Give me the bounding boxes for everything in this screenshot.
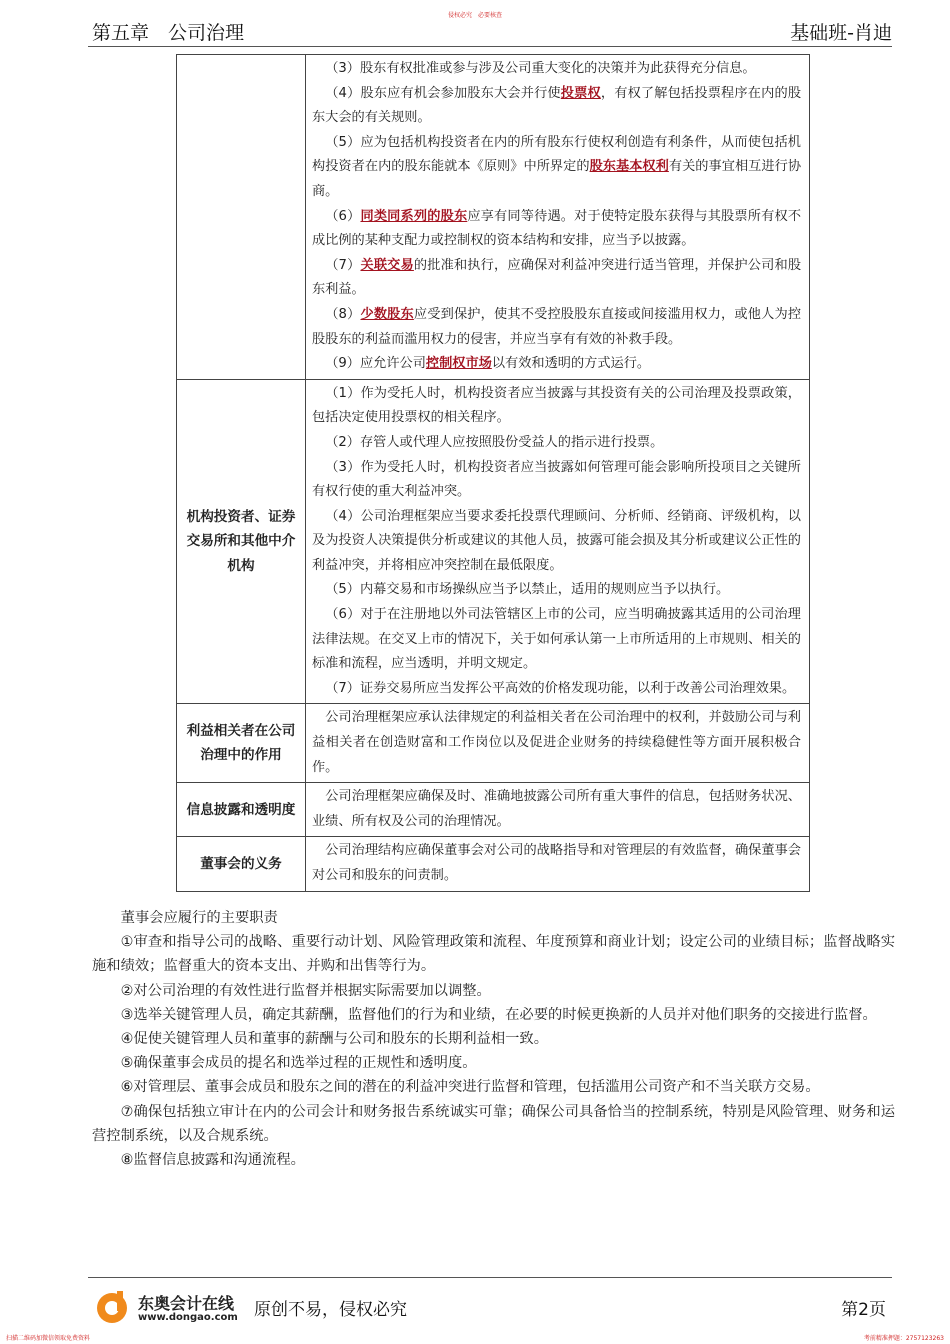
row-label: [177, 55, 306, 380]
key-term: 关联交易: [360, 257, 414, 273]
row-label: 利益相关者在公司治理中的作用: [177, 704, 306, 783]
footer-slogan: 原创不易，侵权必究: [254, 1300, 407, 1320]
text-segment: （4）股东应有机会参加股东大会并行使: [325, 85, 561, 101]
duty-item: ⑥对管理层、董事会成员和股东之间的潜在的利益冲突进行监督和管理，包括滥用公司资产和不当关联方交易。: [120, 1079, 820, 1096]
key-term: 控制权市场: [425, 356, 492, 372]
text-segment: 的批准和执行，应确保对利益冲突进行适当管理，并保护公司和股东利益。: [312, 257, 802, 298]
text-segment: （1）作为受托人时，机构投资者应当披露与其投资有关的公司治理及投票政策，包括决定使用投票权的相关程序。: [312, 385, 801, 426]
row-content: [306, 704, 810, 783]
duty-item: ③选举关键管理人员，确定其薪酬，监督他们的行为和业绩，在必要的时候更换新的人员并对他们职务的交接进行监督。: [120, 1006, 877, 1023]
list-item: [312, 677, 801, 702]
text-segment: 有关的事宜相互进行协商。: [312, 159, 802, 199]
text-segment: 公司治理框架应确保及时、准确地披露公司所有重大事件的信息，包括财务状况、业绩、所有权及公司的治理情况。: [312, 789, 801, 829]
text-segment: 以有效和透明的方式运行。: [491, 356, 651, 372]
duty-item: ⑦确保包括独立审计在内的公司会计和财务报告系统诚实可靠；确保公司具备恰当的控制系统，特别是风险管理、财务和运营控制系统，以及合规系统。: [92, 1103, 895, 1144]
list-item: [312, 431, 801, 456]
table-row: [177, 783, 810, 837]
section-heading: 董事会应履行的主要职责: [120, 910, 278, 926]
text-segment: （6）对于在注册地以外司法管辖区上市的公司，应当明确披露其适用的公司治理法律法规。在交叉上市的情况下，关于如何承认第一上市所适用的上市规则、相关的标准和流程，应当透明，并明文规定。: [312, 607, 801, 672]
key-term: 股东基本权利: [589, 159, 669, 175]
list-item: [312, 57, 801, 82]
footer-divider: [88, 1277, 892, 1278]
duty-item: ⑧监督信息披露和沟通流程。: [120, 1152, 305, 1169]
row-label: 董事会的义务: [177, 837, 306, 891]
board-duties-section: [92, 906, 895, 1172]
duty-item: ①审查和指导公司的战略、重要行动计划、风险管理政策和流程、年度预算和商业计划；设定公司的业绩目标；监督战略实施和绩效；监督重大的资本支出、并购和出售等行为。: [92, 934, 895, 975]
text-segment: （2）存管人或代理人应按照股份受益人的指示进行投票。: [325, 434, 664, 450]
text-segment: 应受到保护，使其不受控股股东直接或间接滥用权力，或他人为控股股东的利益而滥用权力的侵害，并应当享有有效的补救手段。: [312, 306, 802, 347]
table-row: [177, 55, 810, 380]
table-row: [177, 837, 810, 891]
page-number: 第2页: [841, 1300, 886, 1320]
row-content: [306, 379, 810, 704]
list-item: [312, 603, 801, 677]
row-content: [306, 783, 810, 837]
list-item: [312, 578, 801, 603]
text-segment: （9）应允许公司: [325, 356, 426, 372]
chapter-title: 第五章 公司治理: [92, 22, 245, 44]
list-item: [312, 205, 801, 254]
text-segment: （7）证券交易所应当发挥公平高效的价格发现功能，以利于改善公司治理效果。: [325, 680, 796, 696]
text-segment: 应享有同等待遇。对于使特定股东获得与其股票所有权不成比例的某种支配力或控制权的资本结构和安排，应当予以披露。: [312, 208, 802, 249]
key-term: 投票权: [560, 85, 601, 101]
duty-item: ②对公司治理的有效性进行监督并根据实际需要加以调整。: [120, 982, 491, 999]
logo-name: 东奥会计在线: [138, 1294, 235, 1313]
text-segment: 公司治理结构应确保董事会对公司的战略指导和对管理层的有效监督，确保董事会对公司和股东的问责制。: [312, 843, 801, 883]
text-segment: （4）公司治理框架应当要求委托投票代理顾问、分析师、经销商、评级机构，以及为投资人决策提供分析或建议的其他人员，披露可能会损及其分析或建议公正性的利益冲突，并将相应冲突控制在最低限度。: [312, 508, 801, 573]
duty-item: ④促使关键管理人员和董事的薪酬与公司和股东的长期利益相一致。: [120, 1031, 549, 1048]
list-item: [312, 254, 801, 303]
list-item: [312, 839, 801, 888]
duty-item: ⑤确保董事会成员的提名和选举过程的正规性和透明度。: [120, 1055, 477, 1072]
footer-right-note: 考前精准押题：2757123263: [863, 1335, 944, 1342]
list-item: [312, 82, 801, 131]
list-item: [312, 352, 801, 377]
table-row: [177, 379, 810, 704]
row-label: 机构投资者、证券交易所和其他中介机构: [177, 379, 306, 704]
footer-left-note: 扫描二维码加微信领取免费资料: [6, 1335, 91, 1342]
key-term: 少数股东: [360, 306, 414, 322]
header-notice: 侵权必究 必要核查: [447, 12, 502, 19]
table-row: [177, 704, 810, 783]
header-divider: [88, 46, 892, 47]
text-segment: （5）应为包括机构投资者在内的所有股东行使权利创造有利条件，从而使包括机构投资者在内的股东能就本《原则》中所界定的: [312, 134, 801, 175]
list-item: [312, 303, 801, 352]
text-segment: （6）: [325, 208, 361, 224]
row-content: [306, 55, 810, 380]
row-content: [306, 837, 810, 891]
list-item: [312, 382, 801, 431]
text-segment: （3）股东有权批准或参与涉及公司重大变化的决策并为此获得充分信息。: [325, 61, 756, 76]
course-title: 基础班-肖迪: [790, 22, 892, 44]
list-item: [312, 706, 801, 780]
text-segment: （5）内幕交易和市场操纵应当予以禁止，适用的规则应当予以执行。: [325, 582, 730, 598]
text-segment: （8）: [325, 306, 361, 322]
list-item: [312, 456, 801, 505]
logo-url: www.dongao.com: [138, 1312, 238, 1323]
text-segment: （3）作为受托人时，机构投资者应当披露如何管理可能会影响所投项目之关键所有权行使的重大利益冲突。: [312, 459, 801, 500]
list-item: [312, 785, 801, 834]
governance-principles-table: [176, 54, 810, 892]
row-label: 信息披露和透明度: [177, 783, 306, 837]
list-item: [312, 505, 801, 579]
text-segment: 公司治理框架应承认法律规定的利益相关者在公司治理中的权利，并鼓励公司与利益相关者在创造财富和工作岗位以及促进企业财务的持续稳健性等方面开展积极合作。: [312, 710, 801, 775]
text-segment: （7）: [325, 257, 361, 273]
text-segment: ，有权了解包括投票程序在内的股东大会的有关规则。: [312, 85, 802, 126]
list-item: [312, 131, 801, 205]
key-term: 同类同系列的股东: [360, 208, 468, 224]
